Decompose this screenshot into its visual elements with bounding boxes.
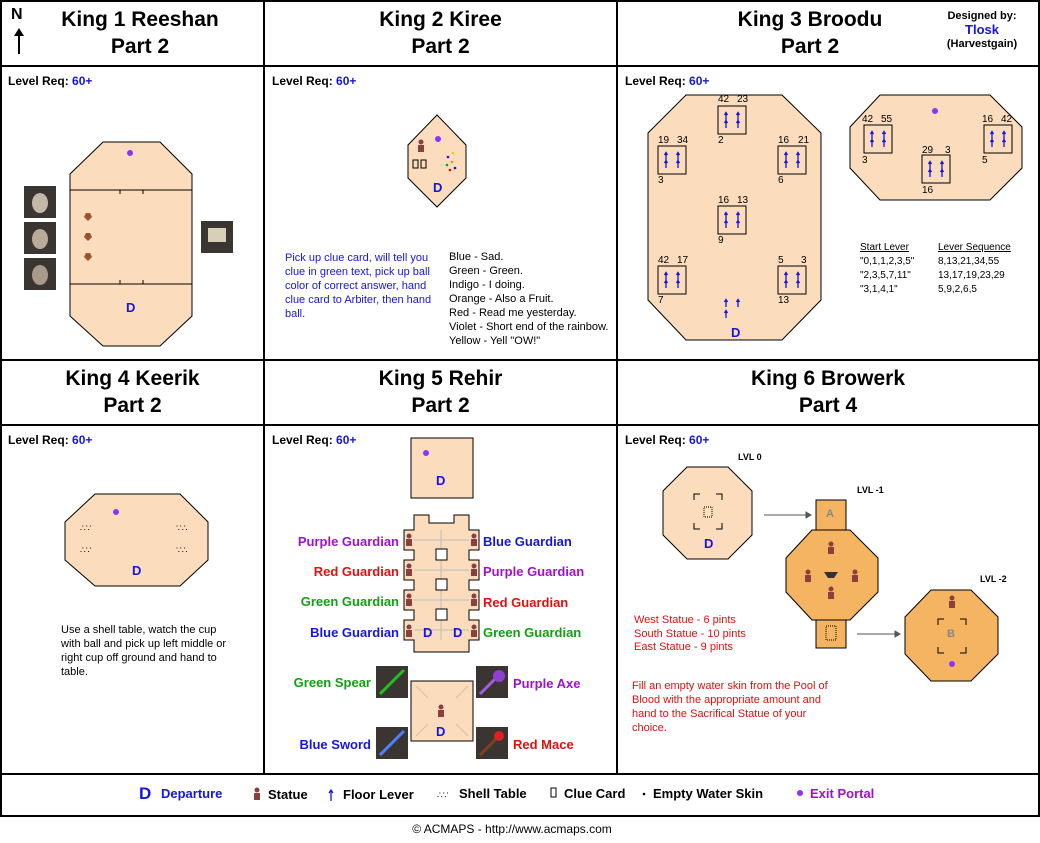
departure-marker: D bbox=[436, 473, 446, 488]
lever-number: 16 bbox=[718, 195, 730, 206]
level-req: Level Req: 60+ bbox=[272, 433, 357, 447]
guardian-label: Blue Guardian bbox=[310, 625, 399, 640]
lever-number: 16 bbox=[778, 135, 790, 146]
lever-number: 3 bbox=[862, 155, 868, 166]
panel-title: King 5 Rehir Part 2 bbox=[378, 367, 503, 417]
panel-title: King 2 Kiree Part 2 bbox=[379, 8, 502, 58]
guardian-label: Purple Guardian bbox=[483, 564, 585, 579]
statue-icon bbox=[471, 594, 477, 607]
legend-clue-card-label: Clue Card bbox=[564, 786, 626, 801]
lever-number: 55 bbox=[881, 114, 893, 125]
clue-card-icon bbox=[551, 788, 556, 797]
svg-text:∵∴: ∵∴ bbox=[176, 523, 188, 533]
lever-number: 16 bbox=[982, 114, 994, 125]
level-label: LVL -2 bbox=[980, 574, 1007, 584]
guardian-label: Green Guardian bbox=[483, 625, 582, 640]
departure-marker: D bbox=[132, 563, 142, 578]
level-req: Level Req: 60+ bbox=[625, 74, 710, 88]
k6-instructions: Fill an empty water skin from the Pool of Blood with the appropriate amount and hand to the Sacrifical Statue of your choice. bbox=[632, 680, 828, 734]
legend-shell-table-label: Shell Table bbox=[459, 786, 527, 801]
lever-number: 42 bbox=[658, 255, 670, 266]
panel-title: King 3 Broodu Part 2 bbox=[737, 8, 883, 58]
weapon-label: Green Spear bbox=[293, 675, 371, 690]
k5-guardian-hall bbox=[404, 515, 479, 652]
lever-number: 16 bbox=[922, 185, 934, 196]
lever-number: 5 bbox=[982, 155, 988, 166]
designer-credit: Designed by: Tlosk (Harvestgain) bbox=[946, 10, 1018, 50]
floor-lever-icon bbox=[329, 790, 333, 801]
statue-icon bbox=[406, 564, 412, 577]
statue-icon bbox=[471, 625, 477, 638]
weapon-label: Red Mace bbox=[513, 737, 574, 752]
water-skin-icon bbox=[643, 793, 646, 796]
departure-marker: D bbox=[731, 325, 741, 340]
exit-portal-icon bbox=[127, 150, 133, 156]
lever-number: 42 bbox=[862, 114, 874, 125]
north-label: N bbox=[11, 6, 23, 23]
departure-marker: D bbox=[423, 625, 433, 640]
k1-room bbox=[70, 142, 192, 346]
guardian-label: Blue Guardian bbox=[483, 534, 572, 549]
legend-exit-portal-label: Exit Portal bbox=[810, 786, 875, 801]
lever-number: 23 bbox=[737, 94, 749, 105]
level-label: LVL -1 bbox=[857, 485, 884, 495]
lever-number: 21 bbox=[798, 135, 810, 146]
statue-icon bbox=[406, 534, 412, 547]
k3-small-room bbox=[850, 95, 1022, 200]
guardian-label: Red Guardian bbox=[313, 564, 399, 579]
legend-departure-icon: D bbox=[139, 784, 152, 803]
k5-top-room bbox=[411, 438, 473, 498]
exit-portal-icon bbox=[932, 108, 938, 114]
lever-number: 17 bbox=[677, 255, 689, 266]
statue-icon bbox=[471, 564, 477, 577]
lever-number: 6 bbox=[778, 175, 784, 186]
exit-portal-icon bbox=[435, 136, 441, 142]
exit-portal-icon bbox=[113, 509, 119, 515]
level-req: Level Req: 60+ bbox=[272, 74, 357, 88]
svg-text:∴∵: ∴∵ bbox=[80, 523, 92, 533]
footer: © ACMAPS - http://www.acmaps.com bbox=[412, 822, 612, 836]
marker-b: B bbox=[947, 628, 955, 640]
lever-number: 3 bbox=[658, 175, 664, 186]
panel-title: King 6 Browerk Part 4 bbox=[750, 367, 906, 417]
statue-icon bbox=[406, 625, 412, 638]
guardian-label: Red Guardian bbox=[483, 595, 569, 610]
legend-departure-label: Departure bbox=[161, 786, 223, 801]
lever-number: 9 bbox=[718, 235, 724, 246]
k3-big-room bbox=[648, 95, 821, 340]
exit-portal-icon bbox=[949, 661, 955, 667]
departure-marker: D bbox=[436, 724, 446, 739]
shell-table-icon: ∴∵ bbox=[437, 790, 449, 800]
statue-icon bbox=[471, 534, 477, 547]
weapon-label: Purple Axe bbox=[513, 676, 581, 691]
lever-number: 2 bbox=[718, 135, 724, 146]
marker-a: A bbox=[826, 508, 834, 520]
lever-number: 19 bbox=[658, 135, 670, 146]
lever-number: 42 bbox=[718, 94, 730, 105]
svg-text:∴∵: ∴∵ bbox=[80, 545, 92, 555]
departure-marker: D bbox=[453, 625, 463, 640]
lever-number: 7 bbox=[658, 295, 664, 306]
k4-instructions: Use a shell table, watch the cup with ball and pick up left middle or right cup off ground and hand to table. bbox=[61, 624, 227, 678]
lever-number: 5 bbox=[778, 255, 784, 266]
legend-water-skin-label: Empty Water Skin bbox=[653, 786, 764, 801]
weapon-label: Blue Sword bbox=[299, 737, 371, 752]
departure-marker: D bbox=[126, 300, 136, 315]
statue-icon bbox=[254, 788, 260, 801]
lever-number: 13 bbox=[737, 195, 749, 206]
lever-number: 13 bbox=[778, 295, 790, 306]
panel-title: King 4 Keerik Part 2 bbox=[65, 367, 200, 417]
level-req: Level Req: 60+ bbox=[8, 433, 93, 447]
lever-number: 42 bbox=[1001, 114, 1013, 125]
level-req: Level Req: 60+ bbox=[625, 433, 710, 447]
lever-number: 34 bbox=[677, 135, 689, 146]
level-label: LVL 0 bbox=[738, 452, 762, 462]
departure-marker: D bbox=[704, 536, 714, 551]
legend-statue-label: Statue bbox=[268, 787, 308, 802]
lever-number: 3 bbox=[945, 145, 951, 156]
map-sheet: N King 1 Reeshan Part 2 King 2 Kiree Part 2 King 3 Broodu Part 2 King 4 Keerik Part 2 King 5 Rehir Part 2 King 6 Browerk Part 4 Designed by: Tlosk (Harvestgain) Level Req: 60+ Level Req: 60+ Level Req: 60+ Level Req: 60+ Level Req: 60+ Level Req: 60+ ∴∵ ∴∵ ∵∴ ∵∴ ∴∵ D D D D D D D D D Pick up clue card, will tell you clue in green text, pick up ball color of correct answer, hand clue card to Arbiter, then hand ball. Blue - Sad. Green - Green. Indigo - I doing. Orange - Also a Fruit. Red - Read me yesterday. Violet - Short end of the rainbow. Yellow - Yell "OW!" 42 23 2 19 34 3 16 21 6 16 13 9 42 17 7 5 3 13 42 55 3 29 3 16 16 42 5 Start Lever Lever Sequence "0,1,1,2,3,5" 8,13,21,34,55 "2,3,5,7,11" 13,17,19,23,29 "3,1,4,1" 5,9,2,6,5 Use a shell table, watch the cup with ball and pick up left middle or right cup off ground and hand to table. Purple Guardian Red Guardian Green Guardian Blue Guardian Blue Guardian Purple Guardian Red Guardian Green Guardian Green Spear Purple Axe Blue Sword Red Mace LVL 0 LVL -1 LVL -2 A B West Statue - 6 pints South Statue - 10 pints East Statue - 9 pints Fill an empty water skin from the Pool of Blood with the appropriate amount and hand to the Sacrifical Statue of your choice. D Departure Statue Floor Lever Shell Table Clue Card Empty Water Skin Exit Portal © ACMAPS - http://www.acmaps.com bbox=[0, 0, 1040, 843]
exit-portal-icon bbox=[797, 790, 803, 796]
svg-text:∵∴: ∵∴ bbox=[176, 545, 188, 555]
statue-icon bbox=[438, 705, 444, 718]
lever-number: 3 bbox=[801, 255, 807, 266]
k2-instructions: Pick up clue card, will tell you clue in green text, pick up ball color of correct answer, hand clue card to Arbiter, then hand ball. bbox=[285, 252, 432, 320]
k2-clue-list: Blue - Sad. Green - Green. Indigo - I doing. Orange - Also a Fruit. Red - Read me yesterday. Violet - Short end of the rainbow. Yellow - Yell "OW!" bbox=[449, 251, 609, 347]
guardian-label: Green Guardian bbox=[300, 594, 399, 609]
level-req: Level Req: 60+ bbox=[8, 74, 93, 88]
statue-icon bbox=[418, 140, 424, 153]
guardian-label: Purple Guardian bbox=[297, 534, 399, 549]
legend-floor-lever-label: Floor Lever bbox=[343, 787, 414, 802]
statue-icon bbox=[406, 594, 412, 607]
k6-statue-list: West Statue - 6 pints South Statue - 10 pints East Statue - 9 pints bbox=[634, 614, 746, 653]
lever-number: 29 bbox=[922, 145, 934, 156]
departure-marker: D bbox=[433, 180, 443, 195]
panel-title: King 1 Reeshan Part 2 bbox=[61, 8, 219, 58]
exit-portal-icon bbox=[423, 450, 429, 456]
